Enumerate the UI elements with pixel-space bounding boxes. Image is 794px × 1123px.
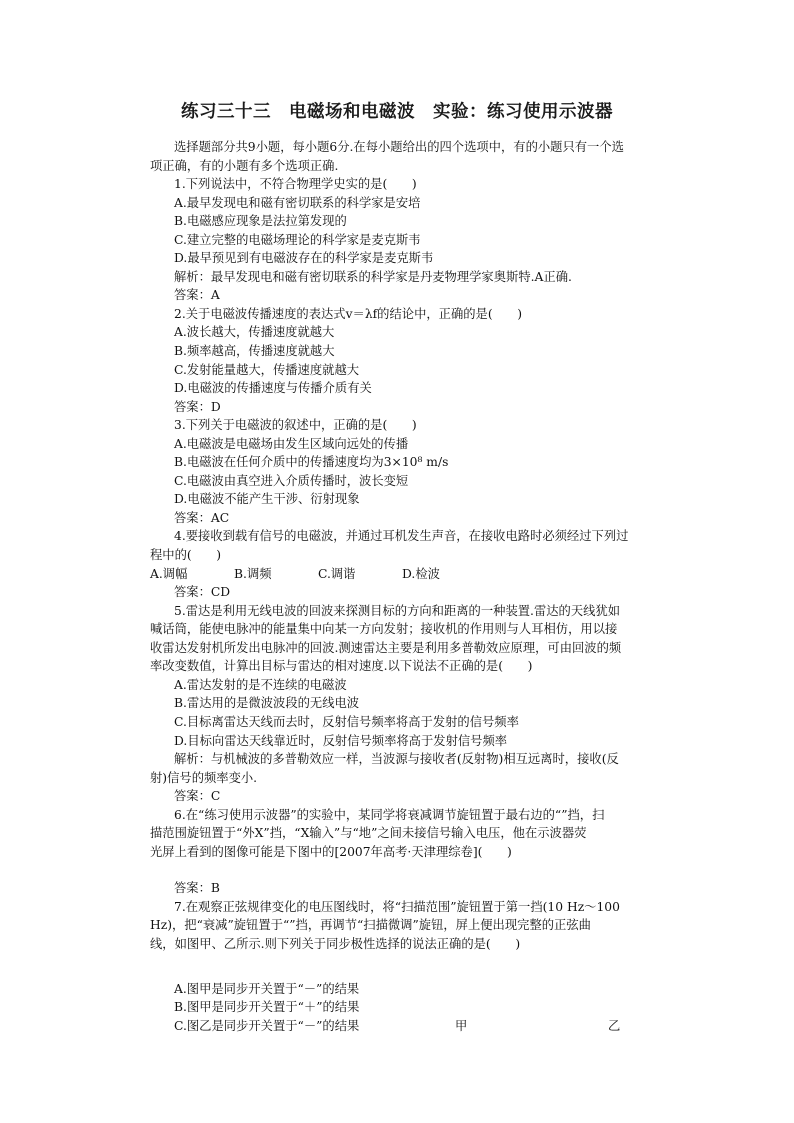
figure-placeholder: [150, 954, 670, 980]
question-1-option: D.最早预见到有电磁波存在的科学家是麦克斯韦: [174, 251, 434, 266]
question-4-option: B.调频: [234, 566, 272, 581]
page-title: 练习三十三 电磁场和电磁波 实验：练习使用示波器: [181, 102, 613, 122]
question-4-option: C.调谐: [318, 566, 356, 581]
question-4-stem: 程中的( ): [150, 548, 222, 563]
question-5-option: A.雷达发射的是不连续的电磁波: [174, 677, 347, 692]
question-7-stem: Hz)，把“衰减”旋钮置于“”挡，再调节“扫描微调”旋钮，屏上便出现完整的正弦曲: [150, 918, 591, 933]
question-7-option: C.图乙是同步开关置于“－”的结果: [174, 1018, 360, 1033]
question-5-answer: 答案：C: [174, 789, 221, 804]
question-6-stem: 光屏上看到的图像可能是下图中的[2007年高考·天津理综卷]( ): [150, 844, 512, 859]
question-7-option: A.图甲是同步开关置于“－”的结果: [174, 981, 360, 996]
question-5-option: C.目标离雷达天线而去时，反射信号频率将高于发射的信号频率: [174, 714, 519, 729]
question-3-answer: 答案：AC: [174, 510, 230, 525]
figure-label-jia: 甲: [455, 1018, 468, 1033]
question-4-stem: 4.要接收到载有信号的电磁波，并通过耳机发生声音，在接收电路时必须经过下列过: [174, 529, 629, 544]
question-5-explanation: 解析：与机械波的多普勒效应一样，当波源与接收者(反射物)相互远离时，接收(反: [174, 752, 619, 767]
question-5-explanation: 射)信号的频率变小.: [150, 770, 258, 785]
question-2-option: B.频率越高，传播速度就越大: [174, 344, 335, 359]
question-1-option: B.电磁感应现象是法拉第发现的: [174, 214, 347, 229]
question-7-option: B.图甲是同步开关置于“＋”的结果: [174, 1000, 360, 1015]
figure-label-yi: 乙: [608, 1018, 621, 1033]
question-1-explanation: 解析：最早发现电和磁有密切联系的科学家是丹麦物理学家奥斯特.A正确.: [174, 269, 572, 284]
question-5-option: B.雷达用的是微波波段的无线电波: [174, 696, 360, 711]
question-5-option: D.目标向雷达天线靠近时，反射信号频率将高于发射信号频率: [174, 733, 508, 748]
intro-text: 选择题部分共9小题，每小题6分.在每小题给出的四个选项中，有的小题只有一个选: [174, 140, 624, 154]
question-3-option: D.电磁波不能产生干涉、衍射现象: [174, 492, 360, 507]
question-5-stem: 喊话筒，能使电脉冲的能量集中向某一方向发射；接收机的作用则与人耳相仿，用以接: [150, 622, 618, 637]
question-1-stem: 1.下列说法中，不符合物理学史实的是( ): [174, 177, 417, 192]
intro-text: 项正确，有的小题有多个选项正确.: [150, 158, 339, 173]
question-5-stem: 5.雷达是利用无线电波的回波来探测目标的方向和距离的一种装置.雷达的天线犹如: [174, 603, 621, 618]
question-7-stem: 线，如图甲、乙所示.则下列关于同步极性选择的说法正确的是( ): [150, 936, 521, 951]
figure-placeholder: [150, 861, 670, 879]
question-2-stem: 2.关于电磁波传播速度的表达式v＝λf的结论中，正确的是( ): [174, 306, 523, 321]
question-3-option: C.电磁波由真空进入介质传播时，波长变短: [174, 473, 409, 488]
question-3-option: B.电磁波在任何介质中的传播速度均为3×10⁸ m/s: [174, 455, 449, 470]
question-6-answer: 答案：B: [174, 881, 220, 896]
question-3-option: A.电磁波是电磁场由发生区域向远处的传播: [174, 436, 409, 451]
question-2-answer: 答案：D: [174, 399, 221, 414]
question-3-stem: 3.下列关于电磁波的叙述中，正确的是( ): [174, 418, 417, 433]
question-2-option: D.电磁波的传播速度与传播介质有关: [174, 381, 372, 396]
question-4-option: A.调幅: [150, 566, 188, 581]
question-6-stem: 描范围旋钮置于“外X”挡，“X输入”与“地”之间未接信号输入电压，他在示波器荧: [150, 826, 587, 841]
question-7-stem: 7.在观察正弦规律变化的电压图线时，将“扫描范围”旋钮置于第一挡(10 Hz～100: [174, 899, 620, 914]
question-2-option: A.波长越大，传播速度就越大: [174, 325, 335, 340]
question-5-stem: 率改变数值，计算出目标与雷达的相对速度.以下说法不正确的是( ): [150, 659, 533, 674]
question-1-option: A.最早发现电和磁有密切联系的科学家是安培: [174, 195, 421, 210]
question-5-stem: 收雷达发射机所发出电脉冲的回波.测速雷达主要是利用多普勒效应原理，可由回波的频: [150, 640, 622, 655]
question-1-answer: 答案：A: [174, 288, 220, 303]
question-4-answer: 答案：CD: [174, 585, 231, 600]
question-4-option: D.检波: [402, 566, 440, 581]
document-body: [150, 138, 670, 1035]
question-1-option: C.建立完整的电磁场理论的科学家是麦克斯韦: [174, 232, 421, 247]
question-4-options: [150, 565, 670, 584]
question-6-stem: 6.在“练习使用示波器”的实验中，某同学将衰减调节旋钮置于最右边的“”挡，扫: [174, 807, 605, 822]
question-2-option: C.发射能量越大，传播速度就越大: [174, 362, 360, 377]
question-7-option-row: [150, 1017, 670, 1036]
